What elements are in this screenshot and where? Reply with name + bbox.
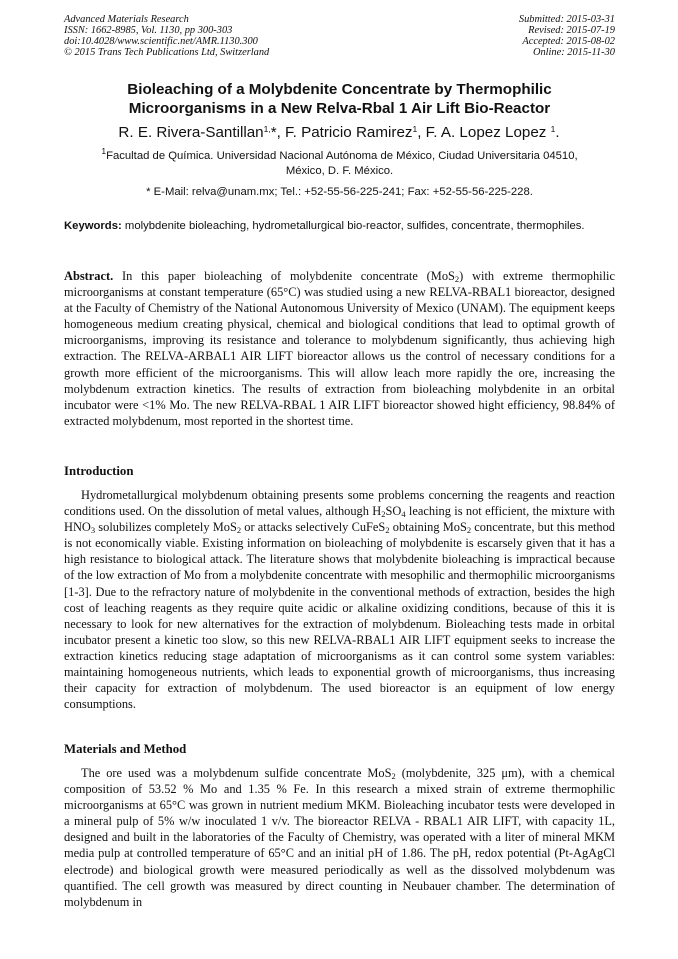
journal-name: Advanced Materials Research — [64, 14, 189, 25]
abstract-text: ) with extreme thermophilic microorganisms at constant temperature (65°C) was studied using a new RELVA-RBAL1 bioreactor, designed at the Faculty of Chemistry of the National Autonomous University of Mexico (UNAM). The equipment keeps homogeneous medium creating physical, chemical and biological conditions that lead to optimal growth of microorganisms, improving its resistance and tolerance to molybdenum significantly, thus achieving high extraction. The RELVA-ARBAL1 AIR LIFT bioreactor allows us the control of necessary conditions for a growth more efficient of the microorganisms. This will allow leach more rapidly the ore, increasing the molybdenum extraction kinetics. The results of extraction from bioleaching molybdenite in an orbital incubator were <1% Mo. The new RELVA-RBAL 1 AIR LIFT bioreactor showed hight efficiency, 98.84% of extracted molybdenum, most reported in the shortest time. — [64, 269, 615, 428]
subscript: 2 — [454, 274, 460, 284]
subscript: 2 — [466, 525, 472, 536]
submission-dates — [519, 14, 615, 58]
intro-text: concentrate, but this method is not economically viable. Existing information on bioleaching of molybdenite is escarsely given that it has a high resistance to biological attack. The literature shows that molybdenite bioleaching is impractical because of the low extraction of Mo from a molybdenite concentrate with mesophilic and thermophilic microorganisms [1-3]. Due to the refractory nature of molybdenite in the conventional methods of extraction, besides the high cost of leaching reagents as they require quite acidic or alkaline oxidizing conditions, because of this it is necessary to look for new alternatives for the extraction of molybdenum. Bioleaching tests made in orbital incubator present a kinetic too slow, so this new RELVA-RBAL1 AIR LIFT equipment seeks to increase the extraction kinetics reducing stage adaptation of microorganisms as it can control some system variables: maintaining homogeneous nutrients, which leads to exponential growth of microorganisms, thus increasing their capacity for extraction of molybdenum. The used bioreactor is an equipment of low energy consumptions. — [64, 520, 615, 712]
intro-text: solubilizes completely MoS — [95, 520, 237, 535]
keywords-text: molybdenite bioleaching, hydrometallurgical bio-reactor, sulfides, concentrate, thermophiles. — [121, 220, 585, 232]
contact-line: * E-Mail: relva@unam.mx; Tel.: +52-55-56-225-241; Fax: +52-55-56-225-228. — [146, 186, 533, 198]
affiliation-text: Facultad de Química. Universidad Nacional Autónoma de México, Ciudad Universitaria 04510, — [106, 150, 578, 162]
subscript: 3 — [90, 525, 96, 536]
abstract-text: In this paper bioleaching of molybdenite concentrate (MoS — [113, 269, 455, 283]
author-1-star: * — [270, 124, 277, 141]
affiliation-line-1 — [64, 146, 615, 164]
subscript: 2 — [385, 525, 390, 536]
abstract-label: Abstract. — [64, 269, 114, 283]
affiliation — [64, 146, 615, 179]
affiliation-sup: 1 — [101, 146, 107, 156]
journal-info — [64, 14, 269, 58]
paper-title — [64, 80, 615, 118]
title-line-1: Bioleaching of a Molybdenite Concentrate by Thermophilic — [127, 81, 552, 98]
intro-text: or attacks selectively CuFeS — [241, 520, 386, 535]
subscript: 2 — [391, 771, 396, 781]
introduction-paragraph — [64, 487, 615, 712]
author-3: , F. A. Lopez Lopez — [417, 124, 551, 141]
intro-text: SO — [385, 504, 402, 519]
affiliation-line-2: México, D. F. México. — [285, 165, 394, 177]
keywords — [64, 219, 615, 234]
section-heading-introduction: Introduction — [64, 464, 134, 478]
author-list-end: . — [555, 124, 560, 141]
intro-text: Hydrometallurgical molybdenum obtaining presents some problems concerning the reagents and reaction conditions used. On the dissolution of metal values, although H — [64, 488, 615, 519]
author-2: , F. Patricio Ramirez — [276, 124, 413, 141]
intro-text: leaching is not efficient, the mixture with HNO — [64, 504, 615, 535]
subscript: 2 — [236, 525, 242, 536]
abstract — [64, 268, 615, 429]
keywords-label: Keywords: — [64, 220, 122, 232]
revised-date: Revised: 2015-07-19 — [528, 25, 615, 36]
methods-paragraph — [64, 765, 615, 910]
online-date: Online: 2015-11-30 — [532, 47, 615, 58]
author-3-affil: 1 — [550, 124, 556, 134]
author-list — [40, 123, 638, 142]
accepted-date: Accepted: 2015-08-02 — [522, 36, 615, 47]
methods-text: The ore used was a molybdenum sulfide concentrate MoS — [81, 766, 392, 780]
subscript: 2 — [381, 509, 386, 520]
title-line-2: Microorganisms in a New Relva-Rbal 1 Air Lift Bio-Reactor — [128, 100, 551, 117]
methods-text: (molybdenite, 325 μm), with a chemical composition of 53.52 % Mo and 1.35 % Fe. In this research a mixed strain of extreme thermophilic microorganisms at 65°C was grown in nutrient medium MKM. Bioleaching incubator tests were developed in a mineral pulp of 5% w/w inoculated 1 v/v. The bioreactor RELVA - RBAL1 AIR LIFT, with capacity 1L, designed and built in the laboratories of the Faculty of Chemistry, was operated with a liter of mineral MKM media pulp at controlled temperature of 65°C and an initial pH of 1.86. The pH, redox potential (Pt-AgAgCl electrode) and biological growth were measured periodically as well as the dissolved molybdenum was quantified. The cell growth was measured by direct counting in Neubauer chamber. The determination of molybdenum in — [64, 766, 615, 909]
intro-text: obtaining MoS — [389, 520, 467, 535]
submitted-date: Submitted: 2015-03-31 — [518, 14, 615, 25]
copyright-line: © 2015 Trans Tech Publications Ltd, Switzerland — [64, 47, 270, 58]
author-2-affil: 1 — [412, 124, 418, 134]
subscript: 4 — [401, 509, 406, 520]
section-heading-methods: Materials and Method — [64, 742, 187, 756]
issn-line: ISSN: 1662-8985, Vol. 1130, pp 300-303 — [64, 25, 233, 36]
author-1-affil: 1, — [263, 124, 271, 134]
author-1: R. E. Rivera-Santillan — [118, 124, 264, 141]
doi-line: doi:10.4028/www.scientific.net/AMR.1130.300 — [64, 36, 258, 47]
